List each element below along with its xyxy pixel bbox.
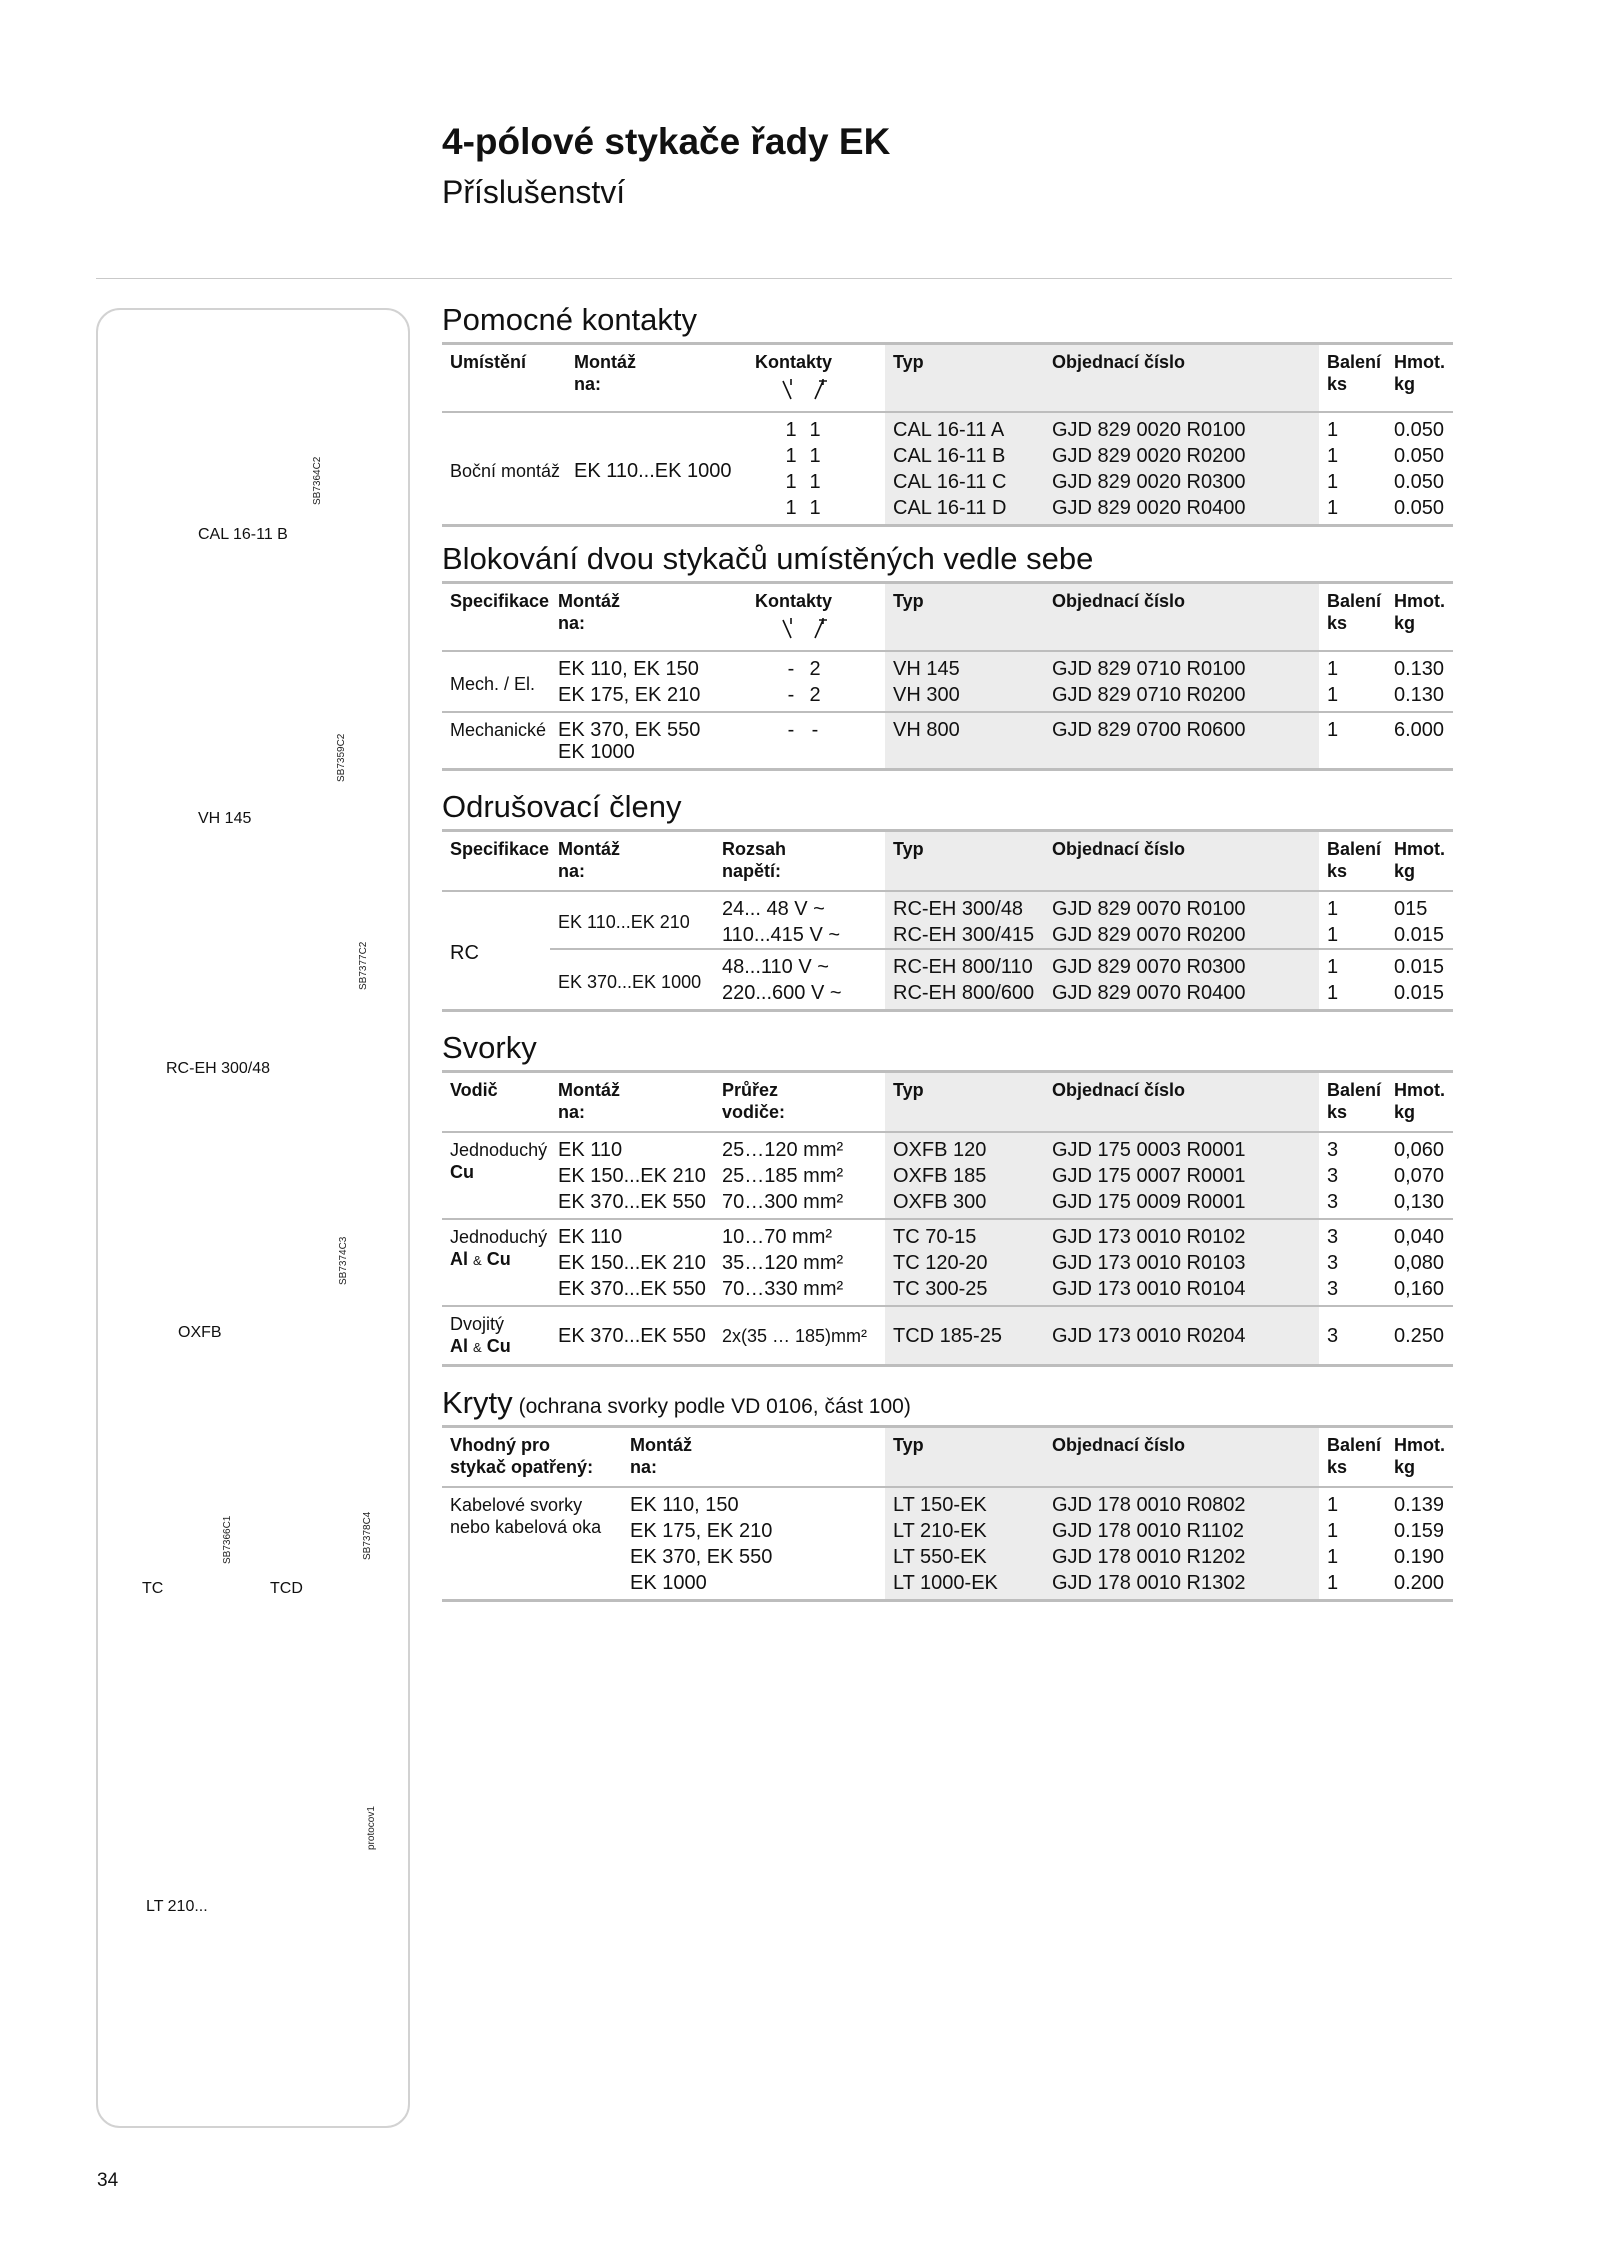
section-title-kryty: Kryty (ochrana svorky podle VD 0106, část 100) (442, 1385, 911, 1420)
col-typ: Typ (885, 1427, 1044, 1488)
col-baleni: Balení ks (1319, 1427, 1386, 1488)
row-group-label: Boční montáž (442, 412, 566, 526)
row-typ: RC-EH 800/110 (885, 949, 1044, 980)
table-row (442, 1132, 1453, 1163)
row-baleni: 1 (1327, 1546, 1339, 1568)
image-code: SB7377C2 (358, 941, 369, 990)
table-row (442, 682, 1453, 712)
contact-symbol-icon (779, 377, 835, 403)
row-kontakty: 1 1 (785, 497, 821, 519)
section-note: (ochrana svorky podle VD 0106, část 100) (518, 1395, 911, 1418)
image-caption-vh: VH 145 (198, 810, 252, 827)
row-objednaci-cislo: GJD 829 0700 R0600 (1044, 712, 1319, 770)
row-typ: LT 550-EK (885, 1544, 1044, 1570)
col-vhodny-pro: Vhodný pro stykač opatřený: (442, 1427, 622, 1488)
row-montaz: EK 370, EK 550 EK 1000 (550, 712, 747, 770)
row-hmotnost: 0.139 (1386, 1487, 1453, 1518)
row-baleni: 3 (1327, 1165, 1339, 1187)
col-vodic: Vodič (442, 1072, 550, 1133)
table-header (442, 583, 1453, 652)
row-hmotnost: 0.190 (1394, 1546, 1445, 1568)
row-objednaci-cislo: GJD 829 0020 R0200 (1044, 443, 1319, 469)
row-hmotnost: 0.050 (1386, 412, 1453, 443)
col-baleni: Balení ks (1319, 1072, 1386, 1133)
col-kontakty: Kontakty (747, 344, 885, 413)
row-typ: OXFB 185 (885, 1163, 1044, 1189)
section-title-odrusovaci-cleny: Odrušovací členy (442, 789, 682, 824)
col-typ: Typ (885, 583, 1044, 652)
section-title-pomocne-kontakty: Pomocné kontakty (442, 302, 698, 337)
row-typ: CAL 16-11 D (885, 495, 1044, 526)
row-prurez: 70…300 mm² (722, 1191, 844, 1213)
row-hmotnost: 0,160 (1394, 1278, 1445, 1300)
row-hmotnost: 0.015 (1394, 924, 1445, 946)
row-baleni: 3 (1319, 1306, 1386, 1366)
col-objednaci-cislo: Objednací číslo (1044, 344, 1319, 413)
row-typ: VH 145 (885, 651, 1044, 682)
row-baleni: 1 (1319, 891, 1386, 922)
col-objednaci-cislo: Objednací číslo (1044, 583, 1319, 652)
row-baleni: 3 (1327, 1278, 1339, 1300)
row-typ: CAL 16-11 C (885, 469, 1044, 495)
col-hmotnost: Hmot. kg (1386, 583, 1453, 652)
row-montaz: EK 175, EK 210 (630, 1520, 773, 1542)
col-montaz: Montáž na: (550, 1072, 714, 1133)
row-baleni: 1 (1327, 445, 1339, 467)
row-objednaci-cislo: GJD 829 0710 R0200 (1044, 682, 1319, 712)
col-objednaci-cislo: Objednací číslo (1044, 1427, 1319, 1488)
row-hmotnost: 015 (1386, 891, 1453, 922)
auxiliary-contacts-table (442, 342, 1453, 527)
row-napeti: 110...415 V ~ (722, 924, 841, 946)
row-montaz: EK 370...EK 550 (558, 1191, 706, 1213)
col-baleni: Balení ks (1319, 831, 1386, 892)
row-hmotnost: 0.015 (1394, 982, 1445, 1004)
header-divider (96, 278, 1452, 279)
row-baleni: 3 (1319, 1219, 1386, 1250)
col-baleni: Balení ks (1319, 344, 1386, 413)
row-typ: TC 300-25 (885, 1276, 1044, 1306)
row-baleni: 1 (1327, 982, 1339, 1004)
row-napeti: 48...110 V ~ (714, 949, 885, 980)
row-baleni: 3 (1327, 1252, 1339, 1274)
row-objednaci-cislo: GJD 829 0070 R0200 (1044, 922, 1319, 949)
row-objednaci-cislo: GJD 173 0010 R0104 (1044, 1276, 1319, 1306)
row-objednaci-cislo: GJD 829 0710 R0100 (1044, 651, 1319, 682)
row-hmotnost: 0.130 (1394, 684, 1445, 706)
row-hmotnost: 0.050 (1394, 497, 1445, 519)
row-objednaci-cislo: GJD 175 0009 R0001 (1044, 1189, 1319, 1219)
table-row (442, 651, 1453, 682)
col-montaz: Montáž na: (566, 344, 747, 413)
col-objednaci-cislo: Objednací číslo (1044, 831, 1319, 892)
row-group-label: Mechanické (442, 712, 550, 770)
image-code: protocov1 (366, 1806, 377, 1850)
row-group-label: Dvojitý Al & Cu (442, 1306, 550, 1366)
row-hmotnost: 0.159 (1394, 1520, 1445, 1542)
row-hmotnost: 0,130 (1394, 1191, 1445, 1213)
row-objednaci-cislo: GJD 178 0010 R1202 (1044, 1544, 1319, 1570)
col-specifikace: Specifikace (442, 831, 550, 892)
row-prurez: 70…330 mm² (722, 1278, 844, 1300)
row-prurez: 10…70 mm² (714, 1219, 885, 1250)
row-hmotnost: 0,060 (1386, 1132, 1453, 1163)
row-prurez: 35…120 mm² (722, 1252, 844, 1274)
row-baleni: 1 (1319, 712, 1386, 770)
product-image-panel (96, 308, 410, 2128)
table-row (442, 412, 1453, 443)
row-montaz: EK 370...EK 550 (558, 1278, 706, 1300)
contact-symbol-icon (779, 616, 835, 642)
interlock-table (442, 581, 1453, 771)
row-kontakty: 1 1 (785, 445, 821, 467)
row-objednaci-cislo: GJD 829 0020 R0300 (1044, 469, 1319, 495)
row-group-label: RC (442, 891, 550, 1011)
row-montaz: EK 150...EK 210 (558, 1165, 706, 1187)
row-hmotnost: 0.250 (1386, 1306, 1453, 1366)
row-objednaci-cislo: GJD 829 0070 R0300 (1044, 949, 1319, 980)
col-hmotnost: Hmot. kg (1386, 1072, 1453, 1133)
col-typ: Typ (885, 1072, 1044, 1133)
row-typ: CAL 16-11 A (885, 412, 1044, 443)
image-code: SB7359C2 (336, 733, 347, 782)
suppressor-table (442, 829, 1453, 1012)
row-objednaci-cislo: GJD 829 0020 R0400 (1044, 495, 1319, 526)
row-kontakty: - 2 (787, 684, 821, 706)
page-subtitle: Příslušenství (442, 174, 626, 210)
col-umisteni: Umístění (442, 344, 566, 413)
row-objednaci-cislo: GJD 829 0070 R0400 (1044, 980, 1319, 1011)
row-montaz: EK 110...EK 210 (550, 891, 714, 949)
row-objednaci-cislo: GJD 178 0010 R1102 (1044, 1518, 1319, 1544)
col-kontakty: Kontakty (747, 583, 885, 652)
row-group-label: Kabelové svorky nebo kabelová oka (442, 1487, 622, 1601)
row-typ: TC 70-15 (885, 1219, 1044, 1250)
table-row (442, 1306, 1453, 1366)
image-caption-rc: RC-EH 300/48 (166, 1060, 271, 1077)
table-row (442, 1219, 1453, 1250)
image-caption-cal: CAL 16-11 B (198, 526, 288, 543)
col-rozsah-napeti: Rozsah napětí: (714, 831, 885, 892)
col-typ: Typ (885, 344, 1044, 413)
row-objednaci-cislo: GJD 829 0020 R0100 (1044, 412, 1319, 443)
table-row (442, 1250, 1453, 1276)
section-title-svorky: Svorky (442, 1030, 537, 1065)
image-caption-tc: TC (142, 1580, 164, 1597)
page-number: 34 (97, 2170, 119, 2191)
row-typ: TC 120-20 (885, 1250, 1044, 1276)
row-baleni: 1 (1319, 949, 1386, 980)
row-kontakty: 1 1 (747, 412, 885, 443)
page-header (442, 120, 890, 212)
col-specifikace: Specifikace (442, 583, 550, 652)
row-baleni: 1 (1319, 1487, 1386, 1518)
row-baleni: 1 (1327, 497, 1339, 519)
row-baleni: 1 (1319, 651, 1386, 682)
table-header (442, 344, 1453, 413)
col-typ: Typ (885, 831, 1044, 892)
row-baleni: 3 (1327, 1191, 1339, 1213)
row-prurez: 25…185 mm² (722, 1165, 844, 1187)
row-typ: LT 1000-EK (885, 1570, 1044, 1601)
section-title-blokovani: Blokování dvou stykačů umístěných vedle sebe (442, 541, 1094, 576)
table-row (442, 1189, 1453, 1219)
row-kontakty: - 2 (747, 651, 885, 682)
row-hmotnost: 0,040 (1386, 1219, 1453, 1250)
row-hmotnost: 0.015 (1386, 949, 1453, 980)
row-baleni: 1 (1327, 924, 1339, 946)
row-prurez: 25…120 mm² (714, 1132, 885, 1163)
image-code: SB7378C4 (362, 1511, 373, 1560)
row-typ: TCD 185-25 (885, 1306, 1044, 1366)
row-baleni: 1 (1327, 684, 1339, 706)
image-code: SB7364C2 (312, 456, 323, 505)
table-row (442, 949, 1453, 980)
row-hmotnost: 0,070 (1394, 1165, 1445, 1187)
row-objednaci-cislo: GJD 829 0070 R0100 (1044, 891, 1319, 922)
row-typ: RC-EH 300/415 (885, 922, 1044, 949)
row-typ: OXFB 300 (885, 1189, 1044, 1219)
row-montaz: EK 110 (550, 1132, 714, 1163)
content-column (442, 298, 1453, 1602)
row-group-label: Jednoduchý Al & Cu (442, 1219, 550, 1306)
table-header (442, 1427, 1453, 1488)
col-hmotnost: Hmot. kg (1386, 831, 1453, 892)
row-baleni: 1 (1319, 412, 1386, 443)
row-typ: VH 800 (885, 712, 1044, 770)
row-montaz: EK 110...EK 1000 (566, 412, 747, 526)
row-group-label: Jednoduchý Cu (442, 1132, 550, 1219)
row-hmotnost: 6.000 (1386, 712, 1453, 770)
col-objednaci-cislo: Objednací číslo (1044, 1072, 1319, 1133)
row-montaz: EK 150...EK 210 (558, 1252, 706, 1274)
row-typ: CAL 16-11 B (885, 443, 1044, 469)
row-baleni: 3 (1319, 1132, 1386, 1163)
row-kontakty: - - (747, 712, 885, 770)
col-hmotnost: Hmot. kg (1386, 1427, 1453, 1488)
table-header (442, 831, 1453, 892)
row-montaz: EK 1000 (630, 1572, 707, 1594)
table-row (442, 1163, 1453, 1189)
col-prurez: Průřez vodiče: (714, 1072, 885, 1133)
row-objednaci-cislo: GJD 178 0010 R0802 (1044, 1487, 1319, 1518)
row-montaz: EK 370...EK 1000 (550, 949, 714, 1011)
col-montaz: Montáž na: (622, 1427, 885, 1488)
row-objednaci-cislo: GJD 178 0010 R1302 (1044, 1570, 1319, 1601)
row-typ: RC-EH 300/48 (885, 891, 1044, 922)
row-napeti: 220...600 V ~ (722, 982, 842, 1004)
row-hmotnost: 0.200 (1394, 1572, 1445, 1594)
row-baleni: 1 (1327, 1520, 1339, 1542)
table-row (442, 712, 1453, 770)
row-objednaci-cislo: GJD 175 0003 R0001 (1044, 1132, 1319, 1163)
row-hmotnost: 0.050 (1394, 471, 1445, 493)
row-objednaci-cislo: GJD 173 0010 R0204 (1044, 1306, 1319, 1366)
col-montaz: Montáž na: (550, 583, 747, 652)
col-baleni: Balení ks (1319, 583, 1386, 652)
row-montaz: EK 110, EK 150 (550, 651, 747, 682)
row-montaz: EK 175, EK 210 (558, 684, 701, 706)
table-row (442, 1487, 1453, 1518)
row-objednaci-cislo: GJD 173 0010 R0102 (1044, 1219, 1319, 1250)
row-typ: VH 300 (885, 682, 1044, 712)
terminals-table (442, 1070, 1453, 1367)
row-kontakty: 1 1 (785, 471, 821, 493)
table-row (442, 891, 1453, 922)
row-montaz: EK 370, EK 550 (630, 1546, 773, 1568)
row-baleni: 1 (1327, 471, 1339, 493)
table-row (442, 1276, 1453, 1306)
image-caption-oxfb: OXFB (178, 1324, 222, 1341)
image-code: SB7366C1 (222, 1515, 233, 1564)
col-hmotnost: Hmot. kg (1386, 344, 1453, 413)
row-typ: LT 210-EK (885, 1518, 1044, 1544)
row-typ: OXFB 120 (885, 1132, 1044, 1163)
table-header (442, 1072, 1453, 1133)
row-objednaci-cislo: GJD 175 0007 R0001 (1044, 1163, 1319, 1189)
row-objednaci-cislo: GJD 173 0010 R0103 (1044, 1250, 1319, 1276)
row-hmotnost: 0,080 (1394, 1252, 1445, 1274)
row-group-label: Mech. / El. (442, 651, 550, 712)
row-napeti: 24... 48 V ~ (714, 891, 885, 922)
covers-table (442, 1425, 1453, 1602)
row-typ: LT 150-EK (885, 1487, 1044, 1518)
page-title: 4-pólové stykače řady EK (442, 121, 891, 162)
image-caption-tcd: TCD (270, 1580, 303, 1597)
col-montaz: Montáž na: (550, 831, 714, 892)
row-montaz: EK 110, 150 (622, 1487, 885, 1518)
row-baleni: 1 (1327, 1572, 1339, 1594)
row-montaz: EK 370...EK 550 (550, 1306, 714, 1366)
row-hmotnost: 0.050 (1394, 445, 1445, 467)
row-montaz: EK 110 (550, 1219, 714, 1250)
row-prurez: 2x(35 … 185)mm² (714, 1306, 885, 1366)
row-typ: RC-EH 800/600 (885, 980, 1044, 1011)
image-caption-lt: LT 210... (146, 1898, 208, 1915)
image-code: SB7374C3 (338, 1236, 349, 1285)
row-hmotnost: 0.130 (1386, 651, 1453, 682)
